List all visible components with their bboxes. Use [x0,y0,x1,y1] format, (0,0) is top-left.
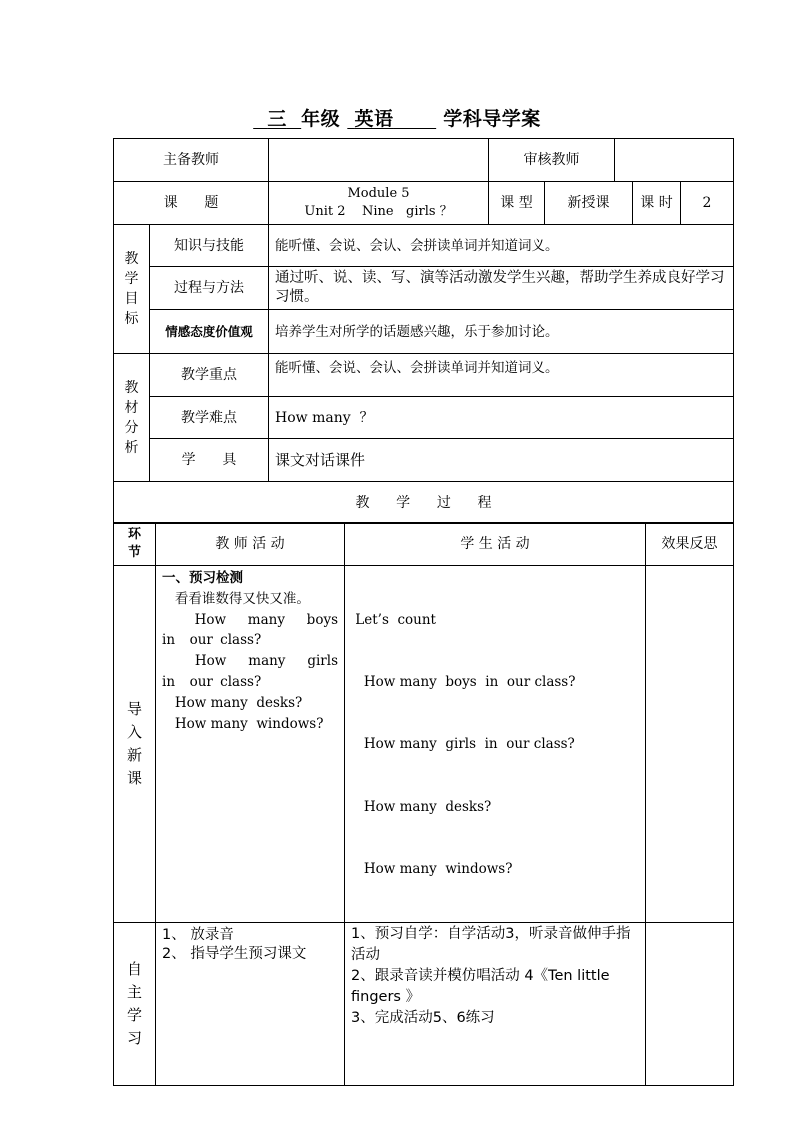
stage-name-intro: 导 入 新 课 [114,566,156,923]
reflection-intro[interactable] [646,566,734,923]
key-point-label: 教学重点 [150,354,269,397]
lead-teacher-value[interactable] [269,139,489,182]
header-table [113,138,734,182]
student-activity-self-study: 1、预习自学：自学活动3，听录音做伸手指活动 2、跟录音读并模仿唱活动 4《Ten little fingers 》 3、完成活动5、6练习 [345,922,646,1085]
attitude-label: 情感态度价值观 [150,310,269,354]
knowledge-label: 知识与技能 [150,225,269,267]
hours-value: 2 [681,182,734,225]
col-stage-header: 环 节 [114,523,156,566]
tools-text: 课文对话课件 [269,439,734,482]
topic-label: 课 题 [114,182,269,225]
process-table [113,522,734,1086]
goals-analysis-table [113,224,734,524]
topic-unit: Unit 2 Nine girls ？ [304,204,453,219]
key-point-text: 能听懂、会说、会认、会拼读单词并知道词义。 [269,354,734,397]
grade-value: 三 [267,108,287,130]
reflection-self-study[interactable] [646,922,734,1085]
reviewer-value[interactable] [615,139,734,182]
grade-label: 年级 [301,108,341,130]
stage-row-self-study [114,922,734,1085]
topic-value [269,182,489,225]
hours-label: 课 时 [633,182,681,225]
title-suffix: 学科导学案 [443,108,541,130]
process-label: 过程与方法 [150,267,269,310]
process-heading: 教 学 过 程 [114,482,734,524]
analysis-section-label: 教 材 分 析 [114,354,150,482]
stage-name-self-study: 自 主 学 习 [114,922,156,1085]
knowledge-text: 能听懂、会说、会认、会拼读单词并知道词义。 [269,225,734,267]
topic-table [113,181,734,225]
goals-section-label: 教 学 目 标 [114,225,150,354]
col-reflection-header: 效果反思 [646,523,734,566]
page-title [0,104,794,131]
difficulty-label: 教学难点 [150,397,269,439]
teacher-activity-intro: 一、预习检测 看看谁数得又快又准。 How many boys in our class? How many girls in our class? How many desks? How many windows? [156,566,345,923]
lead-teacher-label: 主备教师 [114,139,269,182]
type-label: 课 型 [489,182,545,225]
teacher-activity-self-study: 1、 放录音 2、 指导学生预习课文 [156,922,345,1085]
stage-row-intro [114,566,734,923]
subject-value: 英语 [354,108,394,130]
col-student-header: 学 生 活 动 [345,523,646,566]
attitude-text: 培养学生对所学的话题感兴趣，乐于参加讨论。 [269,310,734,354]
reviewer-label: 审核教师 [489,139,615,182]
difficulty-text: How many ？ [269,397,734,439]
type-value: 新授课 [545,182,633,225]
topic-module: Module 5 [347,186,410,201]
process-text: 通过听、说、读、写、演等活动激发学生兴趣，帮助学生养成良好学习习惯。 [269,267,734,310]
tools-label: 学 具 [150,439,269,482]
student-activity-intro: Let’s count How many boys in our class? How many girls in our class? How many desks? How many windows? [345,566,646,923]
col-teacher-header: 教 师 活 动 [156,523,345,566]
